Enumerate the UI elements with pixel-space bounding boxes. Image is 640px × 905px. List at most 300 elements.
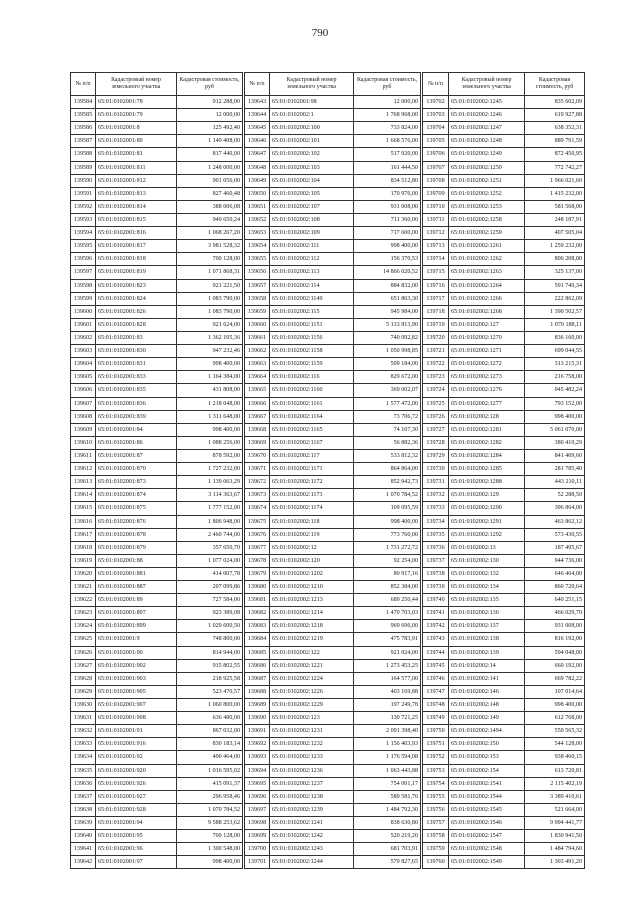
cadastral-value: 1 083 790,00 (177, 292, 243, 305)
table-row (245, 213, 421, 226)
table-row (423, 371, 585, 384)
table-row (423, 253, 585, 266)
cadastral-number: 65:01:0102001:89 (96, 594, 177, 607)
cadastral-number: 65:01:0102002:1263 (449, 266, 525, 279)
table-row (423, 567, 585, 580)
cadastral-value: 901 056,00 (177, 174, 243, 187)
row-number: 139584 (71, 96, 96, 109)
cadastral-value: 1 668 576,00 (354, 135, 421, 148)
table-row (71, 646, 243, 659)
row-number: 139613 (71, 476, 96, 489)
row-number: 139587 (71, 135, 96, 148)
cadastral-value: 947 232,46 (177, 345, 243, 358)
cadastral-number: 65:01:0102002:1266 (449, 292, 525, 305)
cadastral-number: 65:01:0102001:96 (96, 843, 177, 856)
cadastral-value: 463 862,12 (525, 515, 585, 528)
cadastral-value: 945 482,24 (525, 384, 585, 397)
table-row (71, 200, 243, 213)
row-number: 139598 (71, 279, 96, 292)
table-row (423, 817, 585, 830)
row-number: 139652 (245, 213, 270, 226)
table-row (423, 672, 585, 685)
row-number: 139622 (71, 594, 96, 607)
cadastral-number: 65:01:0102002:101 (270, 135, 354, 148)
cadastral-value: 313 215,31 (525, 358, 585, 371)
row-number: 139709 (423, 187, 449, 200)
cadastral-value: 949 650,24 (177, 213, 243, 226)
cadastral-number: 65:01:0102002:1224 (270, 672, 354, 685)
cadastral-value: 689 250,44 (354, 594, 421, 607)
cadastral-value: 834 512,80 (354, 174, 421, 187)
table-row (245, 318, 421, 331)
cadastral-number: 65:01:0102002:111 (270, 240, 354, 253)
cadastral-value: 396 864,00 (525, 502, 585, 515)
row-number: 139665 (245, 384, 270, 397)
row-number: 139751 (423, 738, 449, 751)
row-number: 139740 (423, 594, 449, 607)
row-number: 139692 (245, 738, 270, 751)
row-number: 139744 (423, 646, 449, 659)
cadastral-number: 65:01:0102002:1264 (449, 279, 525, 292)
row-number: 139656 (245, 266, 270, 279)
cadastral-value: 92 254,00 (354, 554, 421, 567)
row-number: 139754 (423, 777, 449, 790)
cadastral-value: 646 464,00 (525, 567, 585, 580)
cadastral-value: 589 581,76 (354, 790, 421, 803)
row-number: 139736 (423, 541, 449, 554)
table-row (71, 489, 243, 502)
table-row (423, 331, 585, 344)
cadastral-number: 65:01:0102002:1545 (449, 803, 525, 816)
cadastral-number: 65:01:0102002:115 (270, 305, 354, 318)
table-row (71, 554, 243, 567)
cadastral-number: 65:01:0102002:1258 (449, 213, 525, 226)
cadastral-number: 65:01:0102002:130 (449, 554, 525, 567)
cadastral-value: 717 600,00 (354, 227, 421, 240)
row-number: 139637 (71, 790, 96, 803)
cadastral-number: 65:01:0102002:1158 (270, 345, 354, 358)
cadastral-value: 912 288,00 (177, 96, 243, 109)
page-number: 790 (311, 27, 329, 39)
row-number: 139680 (245, 581, 270, 594)
table-row (71, 764, 243, 777)
cadastral-number: 65:01:0102001:916 (96, 738, 177, 751)
cadastral-number: 65:01:0102002:154 (449, 764, 525, 777)
table-row (71, 672, 243, 685)
row-number: 139655 (245, 253, 270, 266)
cadastral-value: 841 409,60 (525, 449, 585, 462)
cadastral-number: 65:01:0102002:1549 (449, 856, 525, 869)
cadastral-number: 65:01:0102001:814 (96, 200, 177, 213)
cadastral-number: 65:01:0102002:1231 (270, 725, 354, 738)
row-number: 139636 (71, 777, 96, 790)
row-number: 139729 (423, 449, 449, 462)
cadastral-number: 65:01:0102001:87 (96, 449, 177, 462)
cadastral-value: 544 128,00 (525, 738, 585, 751)
row-number: 139590 (71, 174, 96, 187)
row-number: 139666 (245, 397, 270, 410)
row-number: 139626 (71, 646, 96, 659)
cadastral-value: 443 210,11 (525, 476, 585, 489)
row-number: 139638 (71, 803, 96, 816)
cadastral-value: 1 362 105,36 (177, 331, 243, 344)
row-number: 139683 (245, 620, 270, 633)
row-number: 139592 (71, 200, 96, 213)
cadastral-number: 65:01:0102002:136 (449, 607, 525, 620)
row-number: 139633 (71, 738, 96, 751)
table-row (423, 646, 585, 659)
cadastral-value: 700 128,00 (177, 253, 243, 266)
table-row (423, 161, 585, 174)
cadastral-value: 944 736,00 (525, 554, 585, 567)
row-number: 139604 (71, 358, 96, 371)
row-number: 139599 (71, 292, 96, 305)
row-number: 139708 (423, 174, 449, 187)
cadastral-number: 65:01:0102002:1 (270, 109, 354, 122)
table-row (423, 764, 585, 777)
table-row (71, 253, 243, 266)
table-row (71, 463, 243, 476)
table-row (423, 633, 585, 646)
table-row (71, 567, 243, 580)
table-row (423, 659, 585, 672)
cadastral-number: 65:01:0102002:1268 (449, 305, 525, 318)
cadastral-value: 1 577 472,00 (354, 397, 421, 410)
row-number: 139640 (71, 830, 96, 843)
table-row (245, 581, 421, 594)
row-number: 139621 (71, 581, 96, 594)
row-number: 139615 (71, 502, 96, 515)
cadastral-number: 65:01:0102002:1161 (270, 397, 354, 410)
cadastral-number: 65:01:0102002:1285 (449, 463, 525, 476)
row-number: 139623 (71, 607, 96, 620)
cadastral-value: 838 630,80 (354, 817, 421, 830)
row-number: 139650 (245, 187, 270, 200)
cadastral-value: 1 311 648,00 (177, 410, 243, 423)
cadastral-value: 864 864,00 (354, 463, 421, 476)
cadastral-value: 1 966 021,60 (525, 174, 585, 187)
cadastral-number: 65:01:0102002:114 (270, 279, 354, 292)
row-number: 139618 (71, 541, 96, 554)
row-number: 139614 (71, 489, 96, 502)
row-number: 139704 (423, 122, 449, 135)
row-number: 139685 (245, 646, 270, 659)
row-number: 139714 (423, 253, 449, 266)
cadastral-value: 711 360,00 (354, 213, 421, 226)
cadastral-value: 1 731 272,72 (354, 541, 421, 554)
table-row (245, 423, 421, 436)
table-row (71, 174, 243, 187)
register-table-1 (70, 72, 243, 869)
cadastral-number: 65:01:0102002:1226 (270, 685, 354, 698)
row-number: 139628 (71, 672, 96, 685)
table-row (245, 476, 421, 489)
cadastral-number: 65:01:0102002:107 (270, 200, 354, 213)
cadastral-value: 1 390 502,57 (525, 305, 585, 318)
cadastral-number: 65:01:0102002:1494 (449, 725, 525, 738)
table-row (423, 305, 585, 318)
row-number: 139732 (423, 489, 449, 502)
row-number: 139741 (423, 607, 449, 620)
cadastral-number: 65:01:0102002:100 (270, 122, 354, 135)
cadastral-number: 65:01:0102001:90 (96, 646, 177, 659)
table-row (71, 227, 243, 240)
table-row (245, 200, 421, 213)
cadastral-number: 65:01:0102001:907 (96, 699, 177, 712)
row-number: 139679 (245, 567, 270, 580)
cadastral-value: 1 484 792,30 (354, 803, 421, 816)
row-number: 139586 (71, 122, 96, 135)
table-row (245, 187, 421, 200)
cadastral-number: 65:01:0102002:105 (270, 187, 354, 200)
table-row (71, 345, 243, 358)
cadastral-number: 65:01:0102001:83 (96, 331, 177, 344)
cadastral-value: 490 464,00 (177, 751, 243, 764)
row-number: 139639 (71, 817, 96, 830)
cadastral-number: 65:01:0102002:1282 (449, 436, 525, 449)
cadastral-value: 12 000,00 (354, 96, 421, 109)
table-row (245, 305, 421, 318)
cadastral-number: 65:01:0102002:1284 (449, 449, 525, 462)
cadastral-number: 65:01:0102001:927 (96, 790, 177, 803)
row-number: 139742 (423, 620, 449, 633)
cadastral-value: 475 783,91 (354, 633, 421, 646)
row-number: 139752 (423, 751, 449, 764)
cadastral-number: 65:01:0102001:81 (96, 148, 177, 161)
cadastral-value: 130 721,25 (354, 712, 421, 725)
row-number: 139687 (245, 672, 270, 685)
cadastral-number: 65:01:0102001:816 (96, 227, 177, 240)
cadastral-number: 65:01:0102002:1246 (449, 109, 525, 122)
row-number: 139745 (423, 659, 449, 672)
cadastral-number: 65:01:0102002:1159 (270, 358, 354, 371)
cadastral-value: 533 812,32 (354, 449, 421, 462)
row-number: 139693 (245, 751, 270, 764)
table-row (245, 659, 421, 672)
table-row (71, 843, 243, 856)
row-number: 139688 (245, 685, 270, 698)
row-number: 139747 (423, 685, 449, 698)
table-row (71, 738, 243, 751)
row-number: 139682 (245, 607, 270, 620)
cadastral-number: 65:01:0102002:113 (270, 266, 354, 279)
cadastral-number: 65:01:0102001:828 (96, 318, 177, 331)
cadastral-value: 52 288,50 (525, 489, 585, 502)
row-number: 139610 (71, 436, 96, 449)
cadastral-number: 65:01:0102002:118 (270, 515, 354, 528)
row-number: 139757 (423, 817, 449, 830)
table-row (245, 174, 421, 187)
cadastral-value: 740 092,82 (354, 331, 421, 344)
cadastral-number: 65:01:0102002:102 (270, 148, 354, 161)
cadastral-value: 170 976,00 (354, 187, 421, 200)
table-row (71, 476, 243, 489)
cadastral-value: 923 389,08 (177, 607, 243, 620)
row-number: 139712 (423, 227, 449, 240)
cadastral-value: 1 077 024,00 (177, 554, 243, 567)
cadastral-value: 619 927,88 (525, 109, 585, 122)
cadastral-value: 1 071 868,31 (177, 266, 243, 279)
table-row (423, 384, 585, 397)
row-number: 139695 (245, 777, 270, 790)
row-number: 139696 (245, 790, 270, 803)
table-row (71, 515, 243, 528)
table-row (245, 161, 421, 174)
cadastral-value: 1 273 453,25 (354, 659, 421, 672)
row-number: 139684 (245, 633, 270, 646)
cadastral-value: 1 068 267,20 (177, 227, 243, 240)
row-number: 139730 (423, 463, 449, 476)
row-number: 139585 (71, 109, 96, 122)
cadastral-value: 829 672,00 (354, 371, 421, 384)
cadastral-number: 65:01:0102002:132 (449, 567, 525, 580)
cadastral-number: 65:01:0102001:876 (96, 515, 177, 528)
cadastral-value: 109 095,59 (354, 502, 421, 515)
table-row (245, 345, 421, 358)
cadastral-value: 878 592,00 (177, 449, 243, 462)
row-number: 139701 (245, 856, 270, 869)
table-row (423, 554, 585, 567)
row-number: 139603 (71, 345, 96, 358)
cadastral-value: 1 484 794,60 (525, 843, 585, 856)
table-row (423, 843, 585, 856)
row-number: 139670 (245, 449, 270, 462)
cadastral-number: 65:01:0102002:119 (270, 528, 354, 541)
cadastral-number: 65:01:0102002:1281 (449, 423, 525, 436)
row-number: 139657 (245, 279, 270, 292)
table-row (245, 122, 421, 135)
cadastral-value: 3 981 528,32 (177, 240, 243, 253)
cadastral-number: 65:01:0102001:920 (96, 764, 177, 777)
register-table-2 (244, 72, 421, 869)
cadastral-value: 772 742,27 (525, 161, 585, 174)
row-number: 139635 (71, 764, 96, 777)
table-row (245, 227, 421, 240)
cadastral-number: 65:01:0102002:1221 (270, 659, 354, 672)
cadastral-value: 357 650,70 (177, 541, 243, 554)
row-number: 139645 (245, 122, 270, 135)
table-row (71, 240, 243, 253)
cadastral-value: 581 568,00 (525, 200, 585, 213)
table-row (71, 423, 243, 436)
cadastral-number: 65:01:0102001:812 (96, 174, 177, 187)
row-number: 139641 (71, 843, 96, 856)
row-number: 139646 (245, 135, 270, 148)
cadastral-value: 931 008,00 (354, 200, 421, 213)
cadastral-value: 1 070 784,52 (177, 803, 243, 816)
row-number: 139675 (245, 515, 270, 528)
cadastral-number: 65:01:0102002:1160 (270, 384, 354, 397)
cadastral-value: 938 460,15 (525, 751, 585, 764)
cadastral-number: 65:01:0102002:134 (449, 581, 525, 594)
table-row (423, 109, 585, 122)
cadastral-number: 65:01:0102001:95 (96, 830, 177, 843)
cadastral-value: 1 149 408,00 (177, 135, 243, 148)
table-row (71, 528, 243, 541)
cadastral-number: 65:01:0102002:1236 (270, 764, 354, 777)
cadastral-number: 65:01:0102001:902 (96, 659, 177, 672)
cadastral-number: 65:01:0102002:112 (270, 253, 354, 266)
cadastral-number: 65:01:0102002:1167 (270, 436, 354, 449)
row-number: 139634 (71, 751, 96, 764)
cadastral-value: 2 115 402,19 (525, 777, 585, 790)
cadastral-value: 998 400,00 (354, 240, 421, 253)
cadastral-value: 1 470 703,03 (354, 607, 421, 620)
table-row (245, 594, 421, 607)
table-row (71, 856, 243, 869)
table-row (423, 699, 585, 712)
table-row (245, 135, 421, 148)
row-number: 139616 (71, 515, 96, 528)
cadastral-value: 3 389 410,61 (525, 790, 585, 803)
header-cadastral: Кадастровый номер земельного участка (96, 73, 177, 96)
cadastral-number: 65:01:0102002:1276 (449, 384, 525, 397)
cadastral-value: 651 863,30 (354, 292, 421, 305)
cadastral-value: 521 664,00 (525, 803, 585, 816)
cadastral-value: 415 091,37 (177, 777, 243, 790)
cadastral-number: 65:01:0102002:149 (449, 712, 525, 725)
cadastral-value: 1 218 048,00 (177, 397, 243, 410)
cadastral-number: 65:01:0102002:1272 (449, 358, 525, 371)
cadastral-number: 65:01:0102001:878 (96, 528, 177, 541)
table-row (71, 109, 243, 122)
row-number: 139588 (71, 148, 96, 161)
table-row (423, 135, 585, 148)
table-row (71, 292, 243, 305)
row-number: 139609 (71, 423, 96, 436)
cadastral-number: 65:01:0102002:108 (270, 213, 354, 226)
cadastral-value: 998 400,00 (354, 515, 421, 528)
cadastral-value: 1 806 948,00 (177, 515, 243, 528)
cadastral-value: 733 824,00 (354, 122, 421, 135)
cadastral-value: 369 002,07 (354, 384, 421, 397)
row-number: 139715 (423, 266, 449, 279)
row-number: 139758 (423, 830, 449, 843)
cadastral-number: 65:01:0102002:1241 (270, 817, 354, 830)
table-row (245, 358, 421, 371)
cadastral-value: 1 060 800,00 (177, 699, 243, 712)
table-row (71, 384, 243, 397)
header-value: Кадастровая стоимость, руб (525, 73, 585, 96)
table-row (423, 712, 585, 725)
cadastral-number: 65:01:0102002:1262 (449, 253, 525, 266)
cadastral-value: 591 749,34 (525, 279, 585, 292)
row-number: 139717 (423, 292, 449, 305)
cadastral-number: 65:01:0102001:887 (96, 581, 177, 594)
table-row (245, 109, 421, 122)
cadastral-value: 281 785,40 (525, 463, 585, 476)
table-row (245, 148, 421, 161)
row-number: 139697 (245, 803, 270, 816)
row-number: 139749 (423, 712, 449, 725)
row-number: 139602 (71, 331, 96, 344)
cadastral-number: 65:01:0102001:84 (96, 423, 177, 436)
cadastral-number: 65:01:0102002:1156 (270, 331, 354, 344)
cadastral-number: 65:01:0102002:1173 (270, 489, 354, 502)
table-row (71, 803, 243, 816)
cadastral-value: 407 505,04 (525, 227, 585, 240)
cadastral-value: 889 791,59 (525, 135, 585, 148)
cadastral-value: 836 160,00 (525, 331, 585, 344)
row-number: 139642 (71, 856, 96, 869)
row-number: 139723 (423, 371, 449, 384)
row-number: 139690 (245, 712, 270, 725)
cadastral-value: 431 808,00 (177, 384, 243, 397)
cadastral-number: 65:01:0102002:1547 (449, 830, 525, 843)
table-row (71, 187, 243, 200)
cadastral-value: 998 400,00 (177, 423, 243, 436)
table-row (245, 790, 421, 803)
